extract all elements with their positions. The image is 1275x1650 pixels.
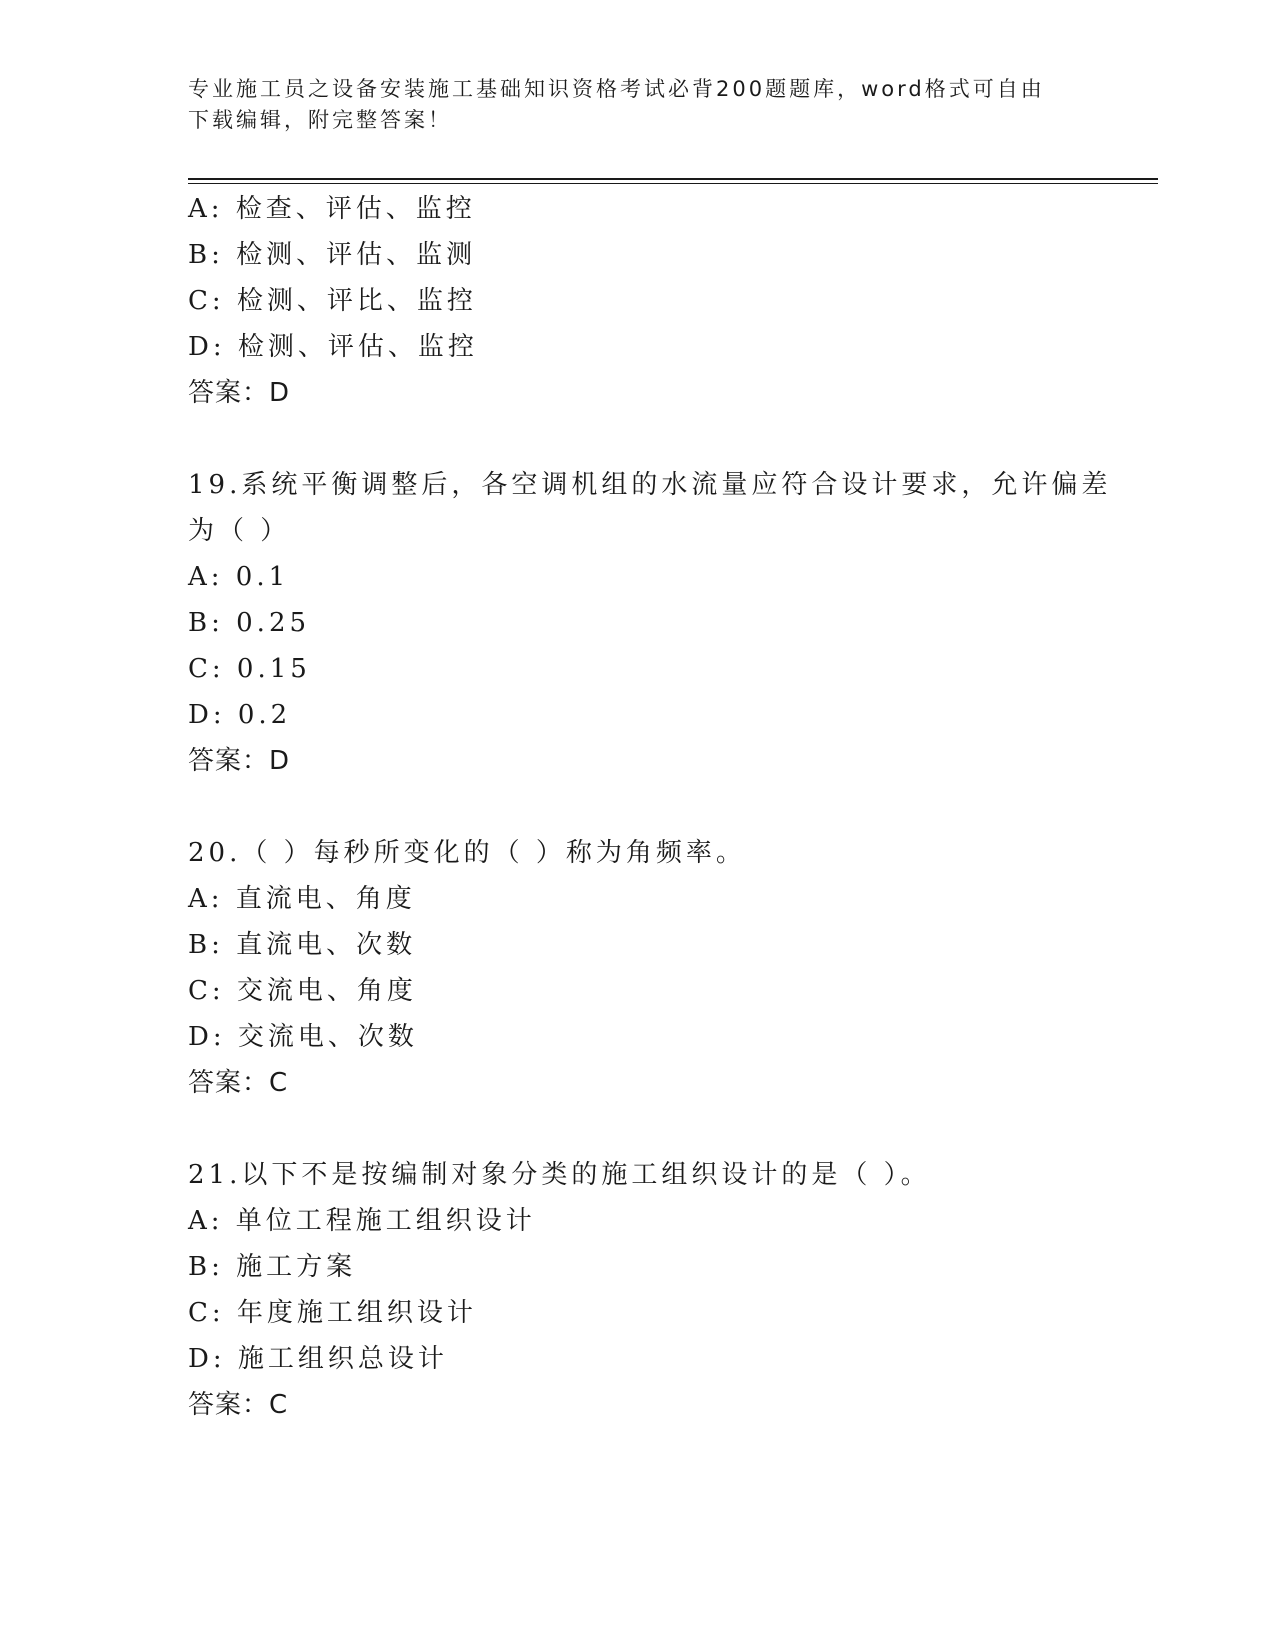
option-b: B: 直流电、次数 <box>188 930 417 960</box>
answer: 答案：D <box>188 378 291 408</box>
option-a: A: 0.1 <box>188 562 290 592</box>
option-b: B: 检测、评估、监测 <box>188 240 477 270</box>
option-d: D: 0.2 <box>188 700 292 730</box>
option-c: C: 检测、评比、监控 <box>188 286 477 316</box>
option-a: A: 直流电、角度 <box>188 884 416 914</box>
question-text-line-2: 为（ ） <box>188 516 291 546</box>
answer: 答案：D <box>188 746 291 776</box>
option-b: B: 0.25 <box>188 608 311 638</box>
question-19 <box>188 462 1128 784</box>
option-b: B: 施工方案 <box>188 1252 357 1282</box>
option-a: A: 单位工程施工组织设计 <box>188 1206 536 1236</box>
document-header <box>188 74 1088 136</box>
header-rule-thin <box>188 183 1158 184</box>
header-line-2: 下载编辑，附完整答案！ <box>188 108 452 132</box>
option-c: C: 交流电、角度 <box>188 976 417 1006</box>
spacer <box>188 1106 1128 1152</box>
option-c: C: 0.15 <box>188 654 311 684</box>
question-text: 21.以下不是按编制对象分类的施工组织设计的是（ ）。 <box>188 1160 931 1190</box>
answer: 答案：C <box>188 1068 289 1098</box>
option-d: D: 施工组织总设计 <box>188 1344 448 1374</box>
question-text-line-1: 19.系统平衡调整后，各空调机组的水流量应符合设计要求，允许偏差 <box>188 470 1112 500</box>
spacer <box>188 784 1128 830</box>
option-a: A: 检查、评估、监控 <box>188 194 476 224</box>
option-d: D: 交流电、次数 <box>188 1022 418 1052</box>
question-20 <box>188 830 1128 1106</box>
question-text: 20.（ ）每秒所变化的（ ）称为角频率。 <box>188 838 746 868</box>
header-rule-thick <box>188 178 1158 180</box>
option-c: C: 年度施工组织设计 <box>188 1298 477 1328</box>
header-line-1: 专业施工员之设备安装施工基础知识资格考试必背200题题库，word格式可自由 <box>188 77 1045 101</box>
option-d: D: 检测、评估、监控 <box>188 332 478 362</box>
answer: 答案：C <box>188 1390 289 1420</box>
question-21 <box>188 1152 1128 1428</box>
spacer <box>188 416 1128 462</box>
question-18 <box>188 186 1128 416</box>
question-body <box>188 186 1128 1428</box>
